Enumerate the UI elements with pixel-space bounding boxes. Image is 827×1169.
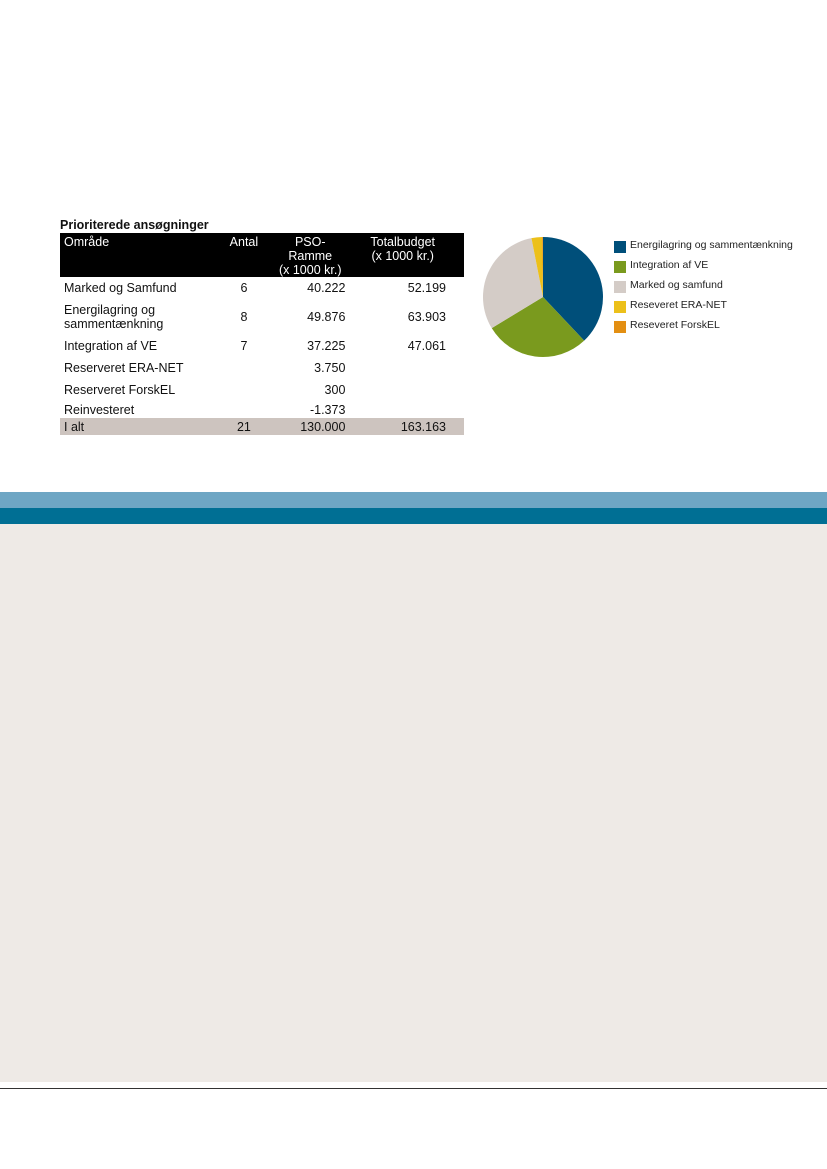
legend-label: Reseveret ForskEL (630, 319, 720, 331)
table-row (60, 379, 464, 401)
cell-area: Reserveret ForskEL (64, 383, 176, 397)
cell-pso: 3.750 (314, 361, 346, 375)
cell-total: 63.903 (407, 310, 446, 324)
total-pso: 130.000 (271, 418, 355, 435)
cell-area: Reserveret ERA-NET (64, 361, 184, 375)
cell-total (355, 401, 464, 418)
pie-legend (614, 240, 793, 340)
cell-area: Marked og Samfund (64, 281, 177, 295)
cell-pso: 37.225 (307, 339, 346, 353)
cell-pso: 40.222 (307, 281, 346, 295)
legend-swatch (614, 281, 626, 293)
cell-total: 52.199 (407, 281, 446, 295)
total-total: 163.163 (355, 418, 464, 435)
footer-rule (0, 1088, 827, 1089)
table-row (60, 357, 464, 379)
header-pso-line1: PSO-Ramme (288, 235, 333, 263)
legend-label: Integration af VE (630, 259, 709, 271)
cell-area: Integration af VE (64, 339, 158, 353)
cell-count: 6 (240, 281, 248, 295)
priority-applications-table (60, 233, 464, 435)
legend-item (614, 300, 793, 313)
cell-total (355, 379, 464, 401)
cell-count (213, 379, 271, 401)
legend-label: Energilagring og sammentænkning (630, 239, 793, 251)
pie-chart (478, 232, 608, 367)
cell-count (213, 401, 271, 418)
cell-total (355, 357, 464, 379)
table-header-row (60, 233, 464, 277)
header-area: Område (60, 233, 213, 277)
header-band-dark (0, 508, 827, 524)
header-total (355, 233, 464, 277)
table-row (60, 299, 464, 335)
legend-item (614, 320, 793, 333)
cell-area: Energilagring og sammentænkning (64, 303, 164, 331)
pie-chart-svg (478, 232, 608, 362)
table-row (60, 277, 464, 299)
legend-item (614, 280, 793, 293)
table-row (60, 335, 464, 357)
legend-swatch (614, 241, 626, 253)
table-total-row (60, 418, 464, 435)
cell-count: 8 (240, 310, 248, 324)
cell-count (213, 357, 271, 379)
legend-swatch (614, 301, 626, 313)
cell-total: 47.061 (407, 339, 446, 353)
header-count: Antal (213, 233, 271, 277)
total-count: 21 (213, 418, 271, 435)
header-total-line2: (x 1000 kr.) (371, 249, 434, 263)
priority-applications-table-block (60, 218, 464, 435)
cell-count: 7 (240, 339, 248, 353)
cell-pso: -1.373 (309, 402, 346, 417)
legend-label: Reseveret ERA-NET (630, 299, 727, 311)
legend-swatch (614, 261, 626, 273)
table-title: Prioriterede ansøgninger (60, 218, 209, 232)
legend-item (614, 260, 793, 273)
table-row (60, 401, 464, 418)
legend-label: Marked og samfund (630, 279, 723, 291)
header-band-light (0, 492, 827, 508)
content-panel (0, 524, 827, 1082)
legend-swatch (614, 321, 626, 333)
legend-item (614, 240, 793, 253)
header-pso-line2: (x 1000 kr.) (278, 263, 342, 277)
cell-pso: 300 (324, 383, 346, 397)
header-total-line1: Totalbudget (370, 235, 436, 249)
total-area: I alt (60, 418, 213, 435)
cell-pso: 49.876 (307, 310, 346, 324)
header-pso (271, 233, 355, 277)
cell-area: Reinvesteret (64, 402, 135, 417)
